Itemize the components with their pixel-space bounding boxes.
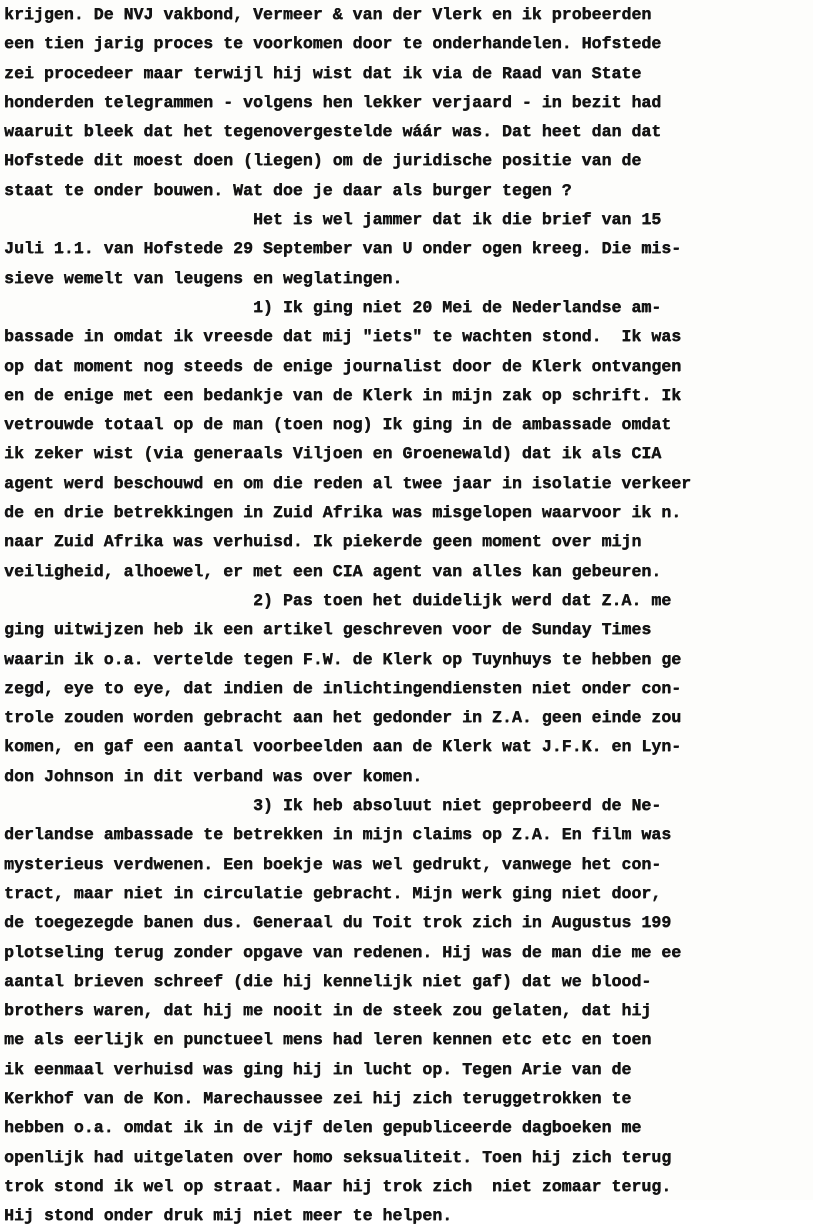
text-line: aantal brieven schreef (die hij kennelijk niet gaf) dat we blood-	[4, 971, 652, 991]
text-line: 2) Pas toen het duidelijk werd dat Z.A. me	[4, 590, 672, 610]
text-line: don Johnson in dit verband was over komen.	[4, 766, 423, 786]
text-line: Hij stond onder druk mij niet meer te helpen.	[4, 1206, 453, 1226]
text-line: zei procedeer maar terwijl hij wist dat ik via de Raad van State	[4, 63, 642, 83]
text-line: ik zeker wist (via generaals Viljoen en Groenewald) dat ik als CIA	[4, 444, 662, 464]
text-line: Kerkhof van de Kon. Marechaussee zei hij zich teruggetrokken te	[4, 1088, 632, 1108]
text-line: agent werd beschouwd en om die reden al twee jaar in isolatie verkeer	[4, 473, 692, 493]
text-line: komen, en gaf een aantal voorbeelden aan de Klerk wat J.F.K. en Lyn-	[4, 737, 682, 757]
text-line: waaruit bleek dat het tegenovergestelde wáár was. Dat heet dan dat	[4, 122, 662, 142]
letter-body	[4, 0, 809, 1230]
text-line: ik eenmaal verhuisd was ging hij in lucht op. Tegen Arie van de	[4, 1059, 632, 1079]
text-line: ging uitwijzen heb ik een artikel geschreven voor de Sunday Times	[4, 620, 652, 640]
text-line: sieve wemelt van leugens en weglatingen.	[4, 268, 403, 288]
text-line: trole zouden worden gebracht aan het gedonder in Z.A. geen einde zou	[4, 708, 682, 728]
text-line: bassade in omdat ik vreesde dat mij "iets" te wachten stond. Ik was	[4, 327, 682, 347]
text-line: Juli 1.1. van Hofstede 29 September van U onder ogen kreeg. Die mis-	[4, 239, 682, 259]
text-line: vetrouwde totaal op de man (toen nog) Ik ging in de ambassade omdat	[4, 415, 672, 435]
text-line: op dat moment nog steeds de enige journalist door de Klerk ontvangen	[4, 356, 682, 376]
text-line: 1) Ik ging niet 20 Mei de Nederlandse am-	[4, 297, 662, 317]
text-line: trok stond ik wel op straat. Maar hij trok zich niet zomaar terug.	[4, 1176, 672, 1196]
text-line: openlijk had uitgelaten over homo seksualiteit. Toen hij zich terug	[4, 1147, 672, 1167]
text-line: zegd, eye to eye, dat indien de inlichtingendiensten niet onder con-	[4, 678, 682, 698]
text-line: mysterieus verdwenen. Een boekje was wel gedrukt, vanwege het con-	[4, 854, 662, 874]
text-line: brothers waren, dat hij me nooit in de steek zou gelaten, dat hij	[4, 1001, 652, 1021]
text-line: naar Zuid Afrika was verhuisd. Ik piekerde geen moment over mijn	[4, 532, 642, 552]
text-line: hebben o.a. omdat ik in de vijf delen gepubliceerde dagboeken me	[4, 1118, 642, 1138]
text-line: waarin ik o.a. vertelde tegen F.W. de Klerk op Tuynhuys te hebben ge	[4, 649, 682, 669]
text-line: Het is wel jammer dat ik die brief van 15	[4, 210, 662, 230]
text-line: Hofstede dit moest doen (liegen) om de juridische positie van de	[4, 151, 642, 171]
text-line: derlandse ambassade te betrekken in mijn claims op Z.A. En film was	[4, 825, 672, 845]
text-line: honderden telegrammen - volgens hen lekker verjaard - in bezit had	[4, 92, 662, 112]
text-line: 3) Ik heb absoluut niet geprobeerd de Ne-	[4, 796, 662, 816]
text-line: me als eerlijk en punctueel mens had leren kennen etc etc en toen	[4, 1030, 652, 1050]
text-line: tract, maar niet in circulatie gebracht. Mijn werk ging niet door,	[4, 883, 662, 903]
text-line: de toegezegde banen dus. Generaal du Toit trok zich in Augustus 199	[4, 913, 672, 933]
text-line: de en drie betrekkingen in Zuid Afrika was misgelopen waarvoor ik n.	[4, 503, 682, 523]
text-line: plotseling terug zonder opgave van redenen. Hij was de man die me ee	[4, 942, 682, 962]
text-line: krijgen. De NVJ vakbond, Vermeer & van der Vlerk en ik probeerden	[4, 5, 652, 24]
text-line: een tien jarig proces te voorkomen door te onderhandelen. Hofstede	[4, 34, 662, 54]
text-line: staat te onder bouwen. Wat doe je daar als burger tegen ?	[4, 180, 572, 200]
text-line: en de enige met een bedankje van de Klerk in mijn zak op schrift. Ik	[4, 385, 682, 405]
text-line: veiligheid, alhoewel, er met een CIA agent van alles kan gebeuren.	[4, 561, 662, 581]
